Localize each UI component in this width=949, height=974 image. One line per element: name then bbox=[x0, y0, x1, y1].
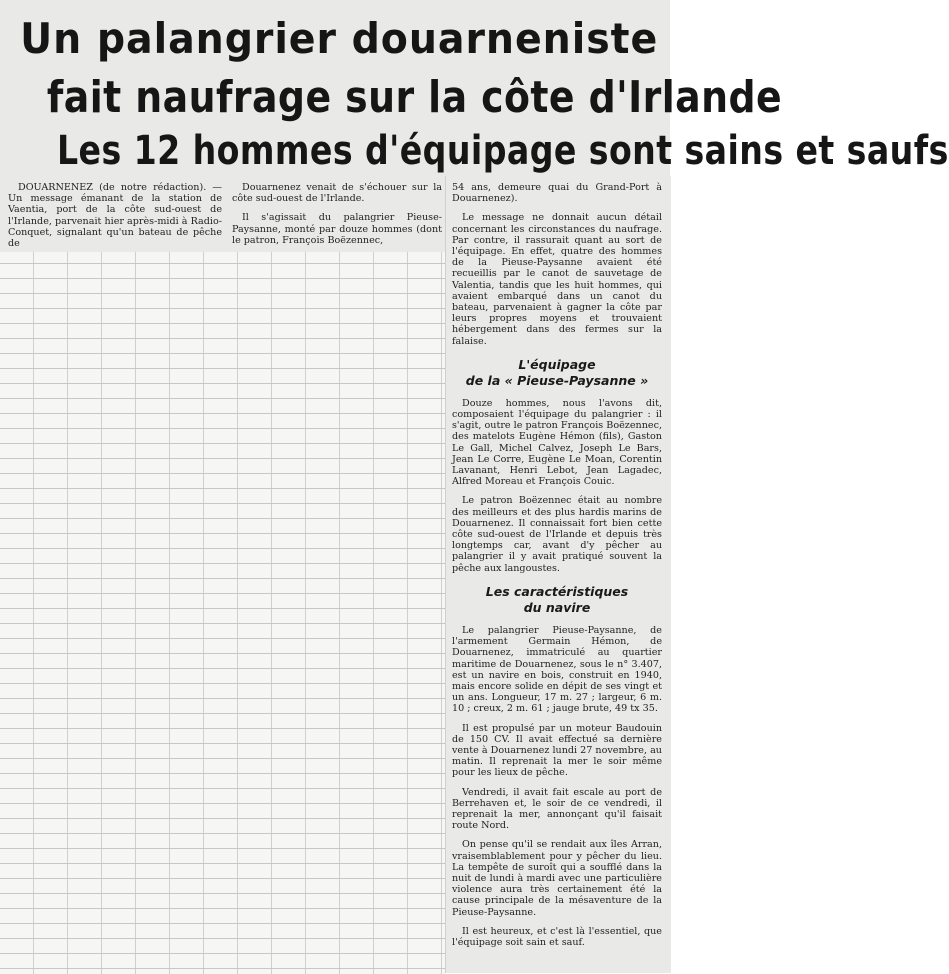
headline-line-1: Un palangrier douarneniste bbox=[20, 14, 659, 63]
article-column-3 bbox=[452, 182, 662, 956]
article-paragraph: Douarnenez venait de s'échouer sur la côte sud-ouest de l'Irlande. bbox=[232, 182, 442, 205]
article-paragraph: Vendredi, il avait fait escale au port de Berrehaven et, le soir de ce vendredi, il reprenait la mer, annonçant qu'il faisait route Nord. bbox=[452, 786, 662, 832]
article-paragraph: Il s'agissait du palangrier Pieuse-Paysanne, monté par douze hommes (dont le patron, François Boëzennec, bbox=[232, 212, 442, 246]
article-paragraph: Il est propulsé par un moteur Baudouin de 150 CV. Il avait effectué sa dernière vente à Douarnenez lundi 27 novembre, au matin. Il reprenait la mer le soir même pour les lieux de pêche. bbox=[452, 722, 662, 779]
subheading-crew bbox=[452, 357, 662, 389]
article-column-2 bbox=[232, 182, 442, 254]
headline-line-3: Les 12 hommes d'équipage sont sains et saufs bbox=[56, 128, 949, 174]
article-paragraph: 54 ans, demeure quai du Grand-Port à Douarnenez). bbox=[452, 182, 662, 205]
article-paragraph: Douze hommes, nous l'avons dit, composaient l'équipage du palangrier : il s'agit, outre le patron François Boëzennec, des matelots Eugène Hémon (fils), Gaston Le Gall, Michel Calvez, Joseph Le Bars, Jean Le Corre, Eugène Le Moan, Corentin Lavanant, Henri Lebot, Jean Lagadec, Alfred Moreau et François Couic. bbox=[452, 397, 662, 488]
article-paragraph: Le palangrier Pieuse-Paysanne, de l'armement Germain Hémon, de Douarnenez, immatriculé au quartier maritime de Douarnenez, sous le n° 3.407, est un navire en bois, construit en 1940, mais encore solide en dépit de ses vingt et un ans. Longueur, 17 m. 27 ; largeur, 6 m. 10 ; creux, 2 m. 61 ; jauge brute, 49 tx 35. bbox=[452, 624, 662, 715]
subheading-ship bbox=[452, 584, 662, 616]
ruled-ledger-paper bbox=[0, 248, 446, 974]
article-column-1 bbox=[8, 182, 222, 257]
subheading-line: L'équipage bbox=[518, 356, 596, 372]
subheading-line: du navire bbox=[523, 599, 591, 615]
article-paragraph: Il est heureux, et c'est là l'essentiel, que l'équipage soit sain et sauf. bbox=[452, 925, 662, 948]
article-paragraph: Le message ne donnait aucun détail concernant les circonstances du naufrage. Par contre, il rassurait quant au sort de l'équipage. En effet, quatre des hommes de la Pieuse-Paysanne avaient été recueillis par le canot de sauvetage de Valentia, tandis que les huit hommes, qui avaient embarqué dans un canot du bateau, parvenaient à gagner la côte par leurs propres moyens et trouvaient hébergement dans des fermes sur la falaise. bbox=[452, 212, 662, 347]
subheading-line: Les caractéristiques bbox=[485, 583, 629, 599]
article-paragraph: DOUARNENEZ (de notre rédaction). — Un message émanant de la station de Vaentia, port de la côte sud-ouest de l'Irlande, parvenait hier après-midi à Radio-Conquet, signalant qu'un bateau de pêche de bbox=[8, 182, 222, 250]
headline-line-2: fait naufrage sur la côte d'Irlande bbox=[46, 72, 783, 123]
article-paragraph: Le patron Boëzennec était au nombre des meilleurs et des plus hardis marins de Douarnenez. Il connaissait fort bien cette côte sud-ouest de l'Irlande et depuis très longtemps car, avant d'y pêcher au palangrier il y avait pratiqué souvent la pêche aux langoustes. bbox=[452, 495, 662, 574]
subheading-line: de la « Pieuse-Paysanne » bbox=[465, 372, 649, 388]
article-paragraph: On pense qu'il se rendait aux îles Arran, vraisemblablement pour y pêcher du lieu. La tempête de suroît qui a soufflé dans la nuit de lundi à mardi avec une particulière violence aura très certainement été la cause principale de la mésaventure de la Pieuse-Paysanne. bbox=[452, 839, 662, 918]
